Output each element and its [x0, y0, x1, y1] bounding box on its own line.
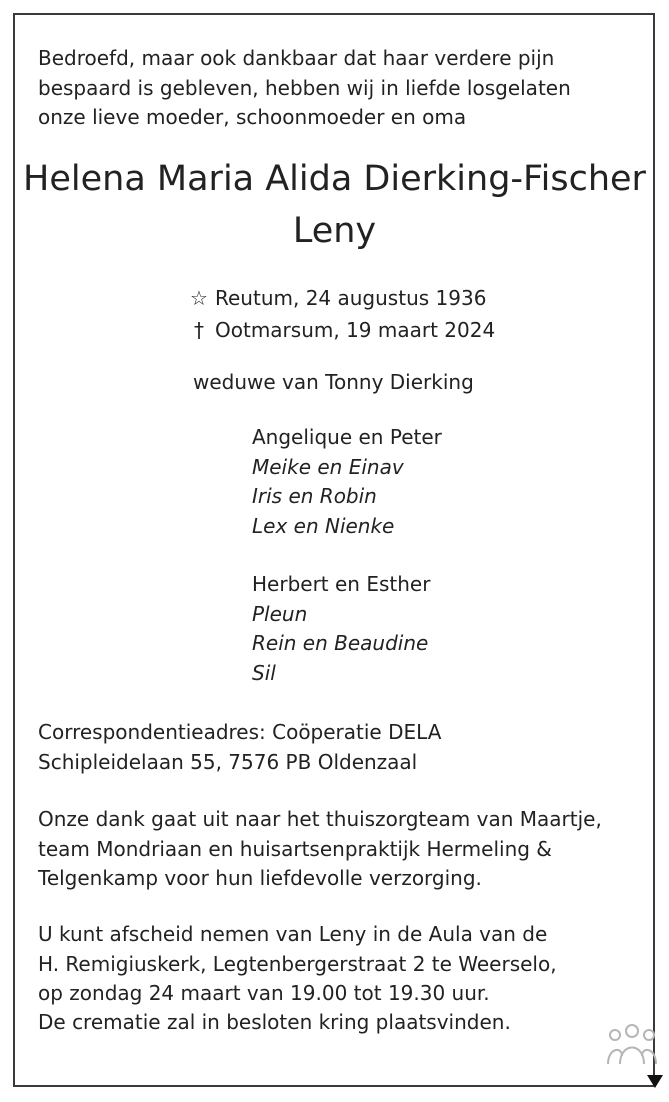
thanks-line: Onze dank gaat uit naar het thuiszorgteam van Maartje, [38, 807, 602, 831]
family-parents: Angelique en Peter [252, 425, 442, 449]
thanks-text [38, 805, 602, 894]
triangle-down-icon [646, 1073, 664, 1089]
address-line: Schipleidelaan 55, 7576 PB Oldenzaal [38, 749, 418, 774]
farewell-text [38, 920, 557, 1009]
dates-block [187, 282, 495, 346]
thanks-line: team Mondriaan en huisartsenpraktijk Hermeling & [38, 836, 552, 861]
grandchildren: Sil [252, 660, 276, 685]
cross-icon: † [194, 318, 204, 342]
birth-text: Reutum, 24 augustus 1936 [215, 286, 487, 310]
cremation-note: De crematie zal in besloten kring plaatsvinden. [38, 1010, 511, 1034]
farewell-line: op zondag 24 maart van 19.00 tot 19.30 uur. [38, 981, 490, 1005]
death-text: Ootmarsum, 19 maart 2024 [215, 318, 496, 342]
deceased-nickname: Leny [292, 211, 377, 251]
intro-text [38, 44, 571, 133]
grandchildren: Lex en Nienke [252, 513, 395, 538]
family-group [252, 423, 442, 541]
widow-of: weduwe van Tonny Dierking [193, 370, 474, 394]
address-line: Correspondentieadres: Coöperatie DELA [38, 720, 442, 744]
correspondence-address [38, 718, 441, 777]
family-parents: Herbert en Esther [252, 572, 431, 596]
star-icon: ☆ [190, 286, 208, 310]
farewell-line: H. Remigiuskerk, Legtenbergerstraat 2 te Weerselo, [38, 951, 557, 976]
grandchildren: Meike en Einav [252, 454, 404, 479]
birth-row [187, 282, 495, 314]
family-group [252, 570, 430, 688]
deceased-full-name: Helena Maria Alida Dierking-Fischer [23, 159, 646, 199]
farewell-line: U kunt afscheid nemen van Leny in de Aula van de [38, 922, 548, 946]
thanks-line: Telgenkamp voor hun liefdevolle verzorging. [38, 866, 482, 890]
grandchildren: Iris en Robin [252, 484, 377, 508]
death-row [187, 314, 495, 346]
grandchildren: Rein en Beaudine [252, 631, 429, 655]
grandchildren: Pleun [252, 601, 308, 626]
people-group-icon [606, 1022, 658, 1066]
intro-line: Bedroefd, maar ook dankbaar dat haar verdere pijn [38, 46, 555, 70]
intro-line: bespaard is gebleven, hebben wij in liefde losgelaten [38, 75, 571, 100]
intro-line: onze lieve moeder, schoonmoeder en oma [38, 105, 467, 129]
